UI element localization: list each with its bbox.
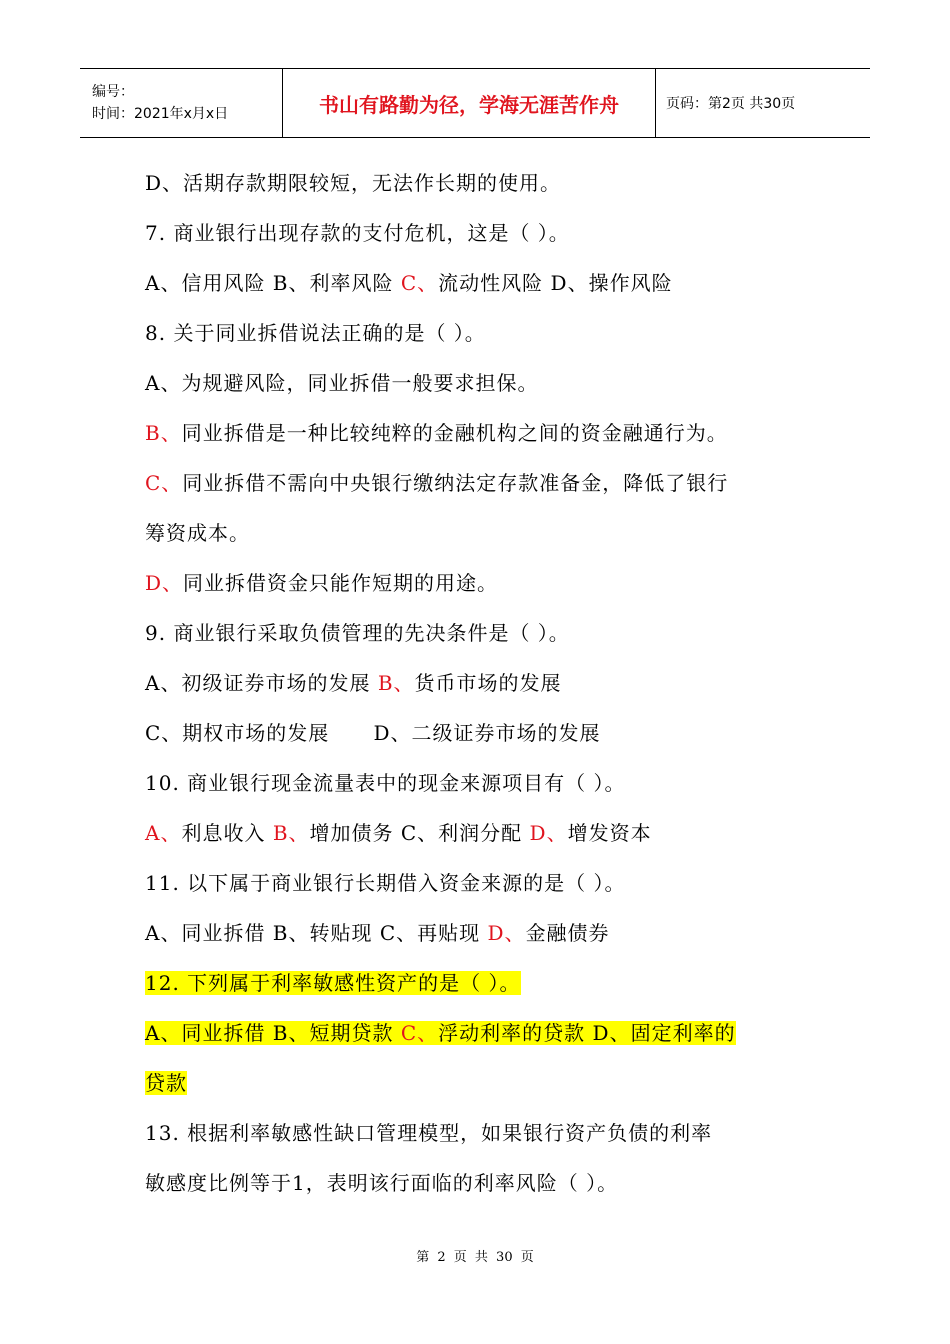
line-text: A、信用风险 B、利率风险 bbox=[145, 271, 401, 295]
option-line bbox=[145, 458, 815, 508]
option-line-highlighted bbox=[145, 1058, 815, 1108]
option-line bbox=[145, 908, 815, 958]
page-code-text: 页码：第2页 共30页 bbox=[666, 96, 796, 112]
time-label: 时间：2021年x月x日 bbox=[92, 106, 229, 122]
question-line bbox=[145, 1158, 815, 1208]
line-text: 同业拆借资金只能作短期的用途。 bbox=[183, 571, 499, 595]
line-text: A、为规避风险，同业拆借一般要求担保。 bbox=[145, 371, 539, 395]
question-line-highlighted bbox=[145, 958, 815, 1008]
option-line bbox=[145, 808, 815, 858]
document-body bbox=[145, 158, 815, 1208]
line-text: 流动性风险 D、操作风险 bbox=[438, 271, 673, 295]
line-text: 筹资成本。 bbox=[145, 521, 250, 545]
line-text: A、同业拆借 B、转贴现 C、再贴现 bbox=[145, 921, 488, 945]
answer-marker: A、 bbox=[145, 821, 182, 845]
line-text: 金融债券 bbox=[525, 921, 610, 945]
answer-marker: D、 bbox=[487, 921, 526, 945]
option-line bbox=[145, 508, 815, 558]
question-line bbox=[145, 858, 815, 908]
line-text: A、初级证券市场的发展 bbox=[145, 671, 378, 695]
answer-marker: B、 bbox=[272, 821, 310, 845]
answer-marker: B、 bbox=[377, 671, 415, 695]
option-line bbox=[145, 258, 815, 308]
option-line bbox=[145, 708, 815, 758]
question-line bbox=[145, 208, 815, 258]
line-text: 增发资本 bbox=[567, 821, 652, 845]
header-motto bbox=[282, 69, 656, 137]
footer-page-number: 第 2 页 共 30 页 bbox=[416, 1250, 534, 1265]
line-text: 货币市场的发展 bbox=[414, 671, 562, 695]
answer-marker: D、 bbox=[145, 571, 184, 595]
option-line bbox=[145, 358, 815, 408]
line-text: 10. 商业银行现金流量表中的现金来源项目有（ ）。 bbox=[145, 771, 626, 795]
page-footer bbox=[0, 1246, 950, 1265]
answer-marker: C、 bbox=[400, 271, 439, 295]
highlighted-text: 贷款 bbox=[145, 1071, 187, 1095]
question-line bbox=[145, 308, 815, 358]
question-line bbox=[145, 758, 815, 808]
option-line bbox=[145, 408, 815, 458]
answer-marker: C、 bbox=[145, 471, 183, 495]
line-text: C、期权市场的发展 D、二级证券市场的发展 bbox=[145, 721, 601, 745]
option-line bbox=[145, 558, 815, 608]
option-line bbox=[145, 158, 815, 208]
number-label: 编号： bbox=[92, 84, 134, 100]
line-text: 13. 根据利率敏感性缺口管理模型，如果银行资产负债的利率 bbox=[145, 1121, 713, 1145]
line-text: 7. 商业银行出现存款的支付危机，这是（ ）。 bbox=[145, 221, 570, 245]
header-meta bbox=[80, 69, 282, 137]
line-text: 同业拆借不需向中央银行缴纳法定存款准备金，降低了银行 bbox=[182, 471, 729, 495]
answer-marker: D、 bbox=[529, 821, 568, 845]
line-text: 同业拆借是一种比较纯粹的金融机构之间的资金融通行为。 bbox=[181, 421, 728, 445]
line-text: 9. 商业银行采取负债管理的先决条件是（ ）。 bbox=[145, 621, 570, 645]
page-header bbox=[80, 68, 870, 138]
motto-text: 书山有路勤为径，学海无涯苦作舟 bbox=[319, 92, 619, 117]
line-text: 11. 以下属于商业银行长期借入资金来源的是（ ）。 bbox=[145, 871, 626, 895]
option-line bbox=[145, 658, 815, 708]
line-text: 8. 关于同业拆借说法正确的是（ ）。 bbox=[145, 321, 486, 345]
answer-marker: C、 bbox=[400, 1021, 439, 1045]
line-text: 增加债务 C、利润分配 bbox=[309, 821, 530, 845]
header-page-code bbox=[656, 69, 870, 137]
line-text: D、活期存款期限较短，无法作长期的使用。 bbox=[145, 171, 562, 195]
question-line bbox=[145, 1108, 815, 1158]
line-text: 敏感度比例等于1，表明该行面临的利率风险（ ）。 bbox=[145, 1171, 619, 1195]
highlighted-text: A、同业拆借 B、短期贷款 bbox=[145, 1021, 401, 1045]
highlighted-text: 浮动利率的贷款 D、固定利率的 bbox=[438, 1021, 736, 1045]
question-line bbox=[145, 608, 815, 658]
highlighted-text: 12. 下列属于利率敏感性资产的是（ ）。 bbox=[145, 971, 521, 995]
option-line-highlighted bbox=[145, 1008, 815, 1058]
answer-marker: B、 bbox=[145, 421, 182, 445]
line-text: 利息收入 bbox=[181, 821, 273, 845]
